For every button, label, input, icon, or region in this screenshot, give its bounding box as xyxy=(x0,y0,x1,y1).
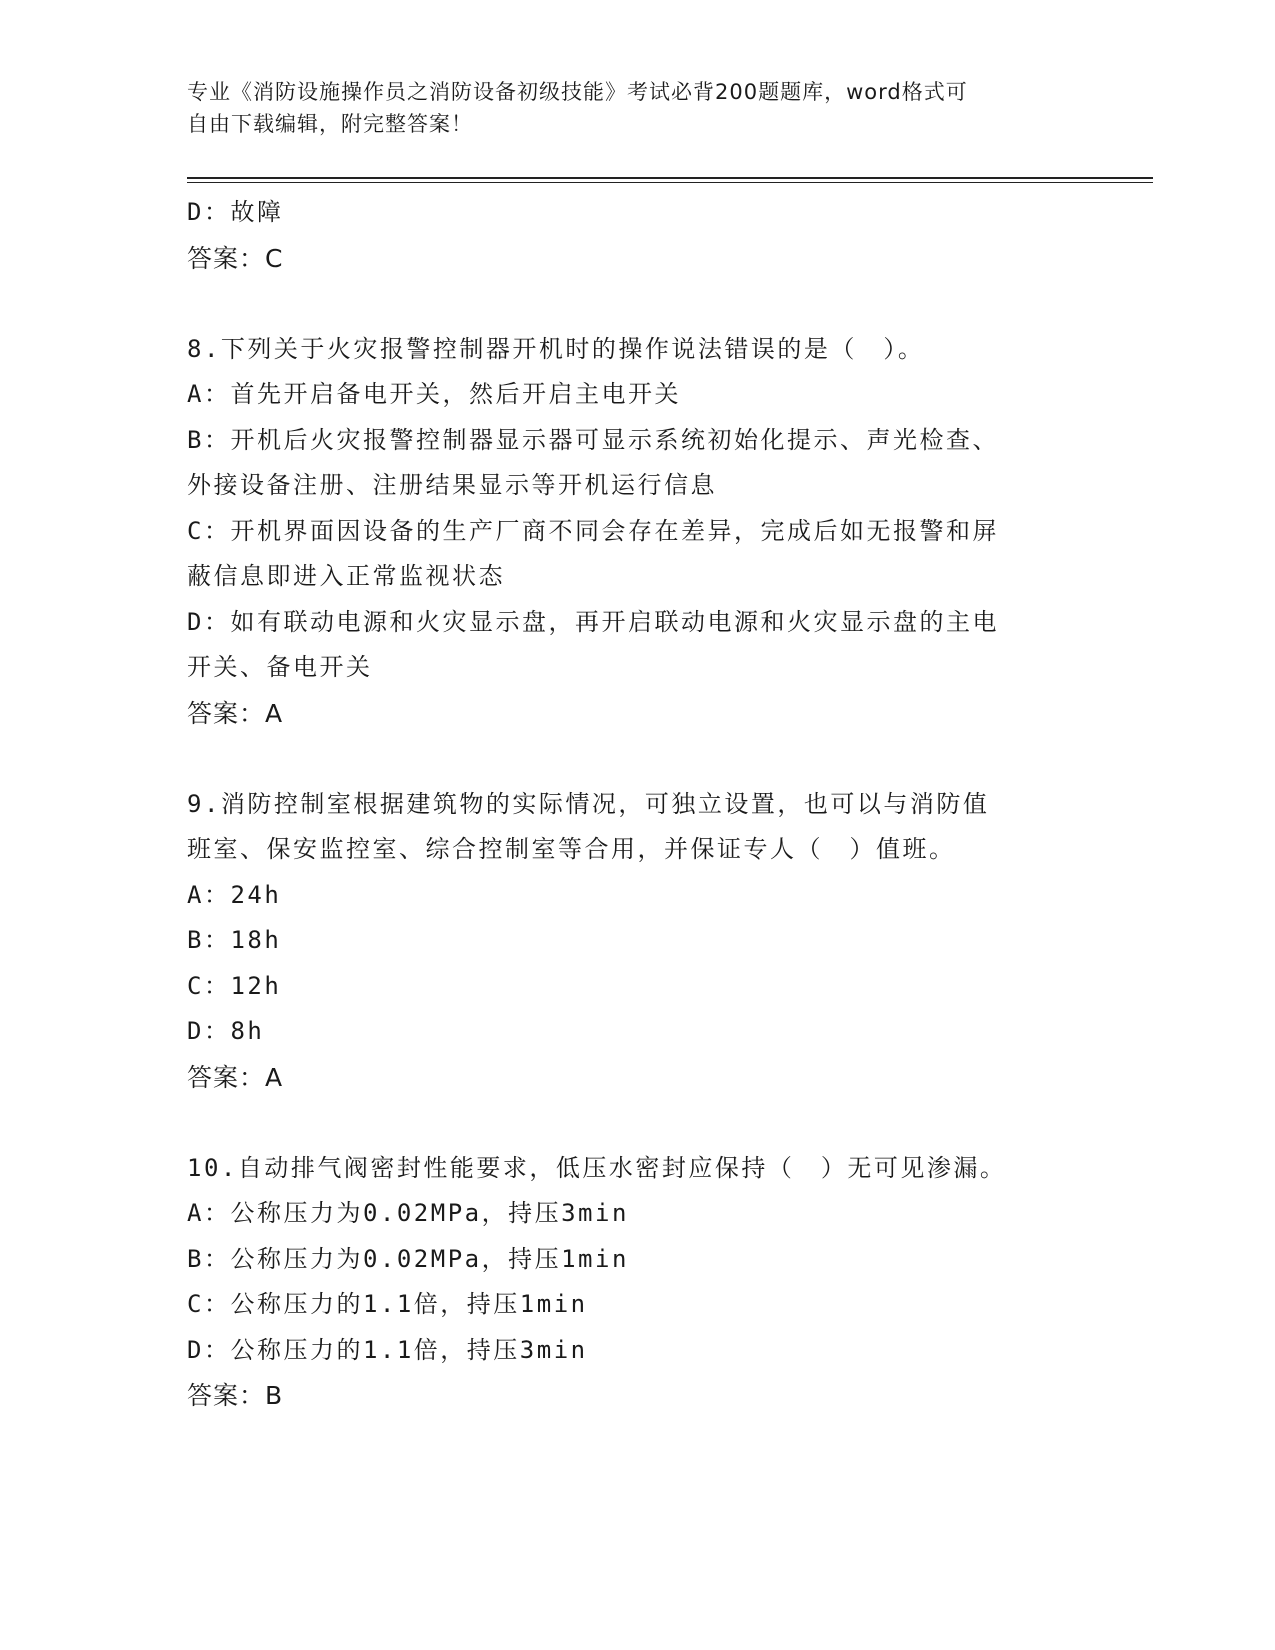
option-b: B：18h xyxy=(187,926,282,954)
question-10 xyxy=(187,1146,1087,1419)
option-d-line-2: 开关、备电开关 xyxy=(187,653,373,681)
option-a: A：首先开启备电开关，然后开启主电开关 xyxy=(187,380,681,408)
answer: 答案：A xyxy=(187,698,284,728)
question-7-tail xyxy=(187,190,1087,281)
option-b-line-1: B：开机后火灾报警控制器显示器可显示系统初始化提示、声光检查、 xyxy=(187,425,999,454)
answer: 答案：B xyxy=(187,1381,284,1410)
header-divider-thick xyxy=(187,177,1153,179)
header-line-1: 专业《消防设施操作员之消防设备初级技能》考试必背200题题库，word格式可 xyxy=(187,80,968,104)
question-stem: 10.自动排气阀密封性能要求，低压水密封应保持（ ）无可见渗漏。 xyxy=(187,1153,1007,1182)
question-8 xyxy=(187,327,1087,737)
option-c-line-2: 蔽信息即进入正常监视状态 xyxy=(187,562,505,590)
option-d: D：公称压力的1.1倍，持压3min xyxy=(187,1335,588,1364)
header-divider-thin xyxy=(187,182,1153,183)
question-stem-line-2: 班室、保安监控室、综合控制室等合用，并保证专人（ ）值班。 xyxy=(187,835,956,863)
option-d: D：8h xyxy=(187,1017,265,1045)
option-b: B：公称压力为0.02MPa，持压1min xyxy=(187,1244,629,1273)
page-header xyxy=(187,76,1067,140)
spacer xyxy=(187,1100,1087,1146)
question-stem-line-1: 9.消防控制室根据建筑物的实际情况，可独立设置，也可以与消防值 xyxy=(187,789,990,818)
answer: 答案：A xyxy=(187,1062,284,1092)
spacer xyxy=(187,736,1087,782)
question-stem: 8.下列关于火灾报警控制器开机时的操作说法错误的是（ ）。 xyxy=(187,334,925,363)
question-9 xyxy=(187,782,1087,1101)
option-c-line-1: C：开机界面因设备的生产厂商不同会存在差异，完成后如无报警和屏 xyxy=(187,516,999,545)
option-a: A：24h xyxy=(187,880,282,909)
option-b-line-2: 外接设备注册、注册结果显示等开机运行信息 xyxy=(187,471,717,499)
question-list xyxy=(187,190,1087,1419)
option-a: A：公称压力为0.02MPa，持压3min xyxy=(187,1199,629,1227)
option-d: D：故障 xyxy=(187,198,284,226)
option-c: C：12h xyxy=(187,971,282,1000)
spacer xyxy=(187,281,1087,327)
option-c: C：公称压力的1.1倍，持压1min xyxy=(187,1290,588,1318)
option-d-line-1: D：如有联动电源和火灾显示盘，再开启联动电源和火灾显示盘的主电 xyxy=(187,607,999,636)
header-line-2: 自由下载编辑，附完整答案！ xyxy=(187,112,473,136)
answer: 答案：C xyxy=(187,243,284,273)
